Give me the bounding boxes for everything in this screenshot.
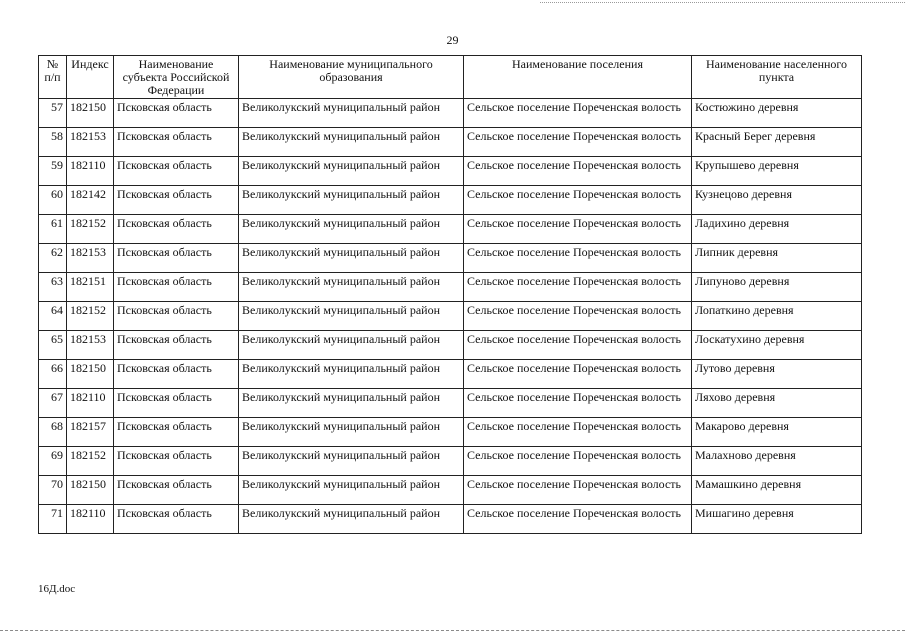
table-body xyxy=(39,99,862,534)
cell-number: 58 xyxy=(39,128,67,157)
cell-municipality: Великолукский муниципальный район xyxy=(239,215,464,244)
cell-index: 182142 xyxy=(67,186,114,215)
cell-settlement: Сельское поселение Пореченская волость xyxy=(464,331,692,360)
table-row xyxy=(39,389,862,418)
cell-locality: Макарово деревня xyxy=(692,418,862,447)
cell-settlement: Сельское поселение Пореченская волость xyxy=(464,476,692,505)
table-row xyxy=(39,215,862,244)
cell-subject: Псковская область xyxy=(114,447,239,476)
cell-index: 182152 xyxy=(67,215,114,244)
cell-number: 69 xyxy=(39,447,67,476)
cell-index: 182153 xyxy=(67,244,114,273)
cell-subject: Псковская область xyxy=(114,244,239,273)
cell-index: 182110 xyxy=(67,157,114,186)
cell-locality: Крупышево деревня xyxy=(692,157,862,186)
cell-settlement: Сельское поселение Пореченская волость xyxy=(464,302,692,331)
cell-locality: Кузнецово деревня xyxy=(692,186,862,215)
cell-index: 182110 xyxy=(67,389,114,418)
cell-number: 62 xyxy=(39,244,67,273)
cell-locality: Малахново деревня xyxy=(692,447,862,476)
cell-subject: Псковская область xyxy=(114,273,239,302)
cell-settlement: Сельское поселение Пореченская волость xyxy=(464,418,692,447)
cell-number: 60 xyxy=(39,186,67,215)
cell-number: 71 xyxy=(39,505,67,534)
table-header xyxy=(39,56,862,99)
cell-subject: Псковская область xyxy=(114,331,239,360)
cell-settlement: Сельское поселение Пореченская волость xyxy=(464,273,692,302)
cell-number: 59 xyxy=(39,157,67,186)
page-number: 29 xyxy=(446,33,459,47)
header-settlement: Наименование поселения xyxy=(464,56,692,99)
cell-settlement: Сельское поселение Пореченская волость xyxy=(464,128,692,157)
cell-municipality: Великолукский муниципальный район xyxy=(239,331,464,360)
header-locality: Наименование населенного пункта xyxy=(692,56,862,99)
table-row xyxy=(39,244,862,273)
cell-subject: Псковская область xyxy=(114,389,239,418)
file-name-footer: 16Д.doc xyxy=(38,583,76,595)
cell-locality: Лоскатухино деревня xyxy=(692,331,862,360)
cell-index: 182110 xyxy=(67,505,114,534)
cell-number: 66 xyxy=(39,360,67,389)
cell-municipality: Великолукский муниципальный район xyxy=(239,418,464,447)
cell-settlement: Сельское поселение Пореченская волость xyxy=(464,447,692,476)
cell-settlement: Сельское поселение Пореченская волость xyxy=(464,157,692,186)
header-index: Индекс xyxy=(67,56,114,99)
cell-municipality: Великолукский муниципальный район xyxy=(239,273,464,302)
cell-municipality: Великолукский муниципальный район xyxy=(239,476,464,505)
header-subject: Наименование субъекта Российской Федерации xyxy=(114,56,239,99)
table-row xyxy=(39,128,862,157)
cell-settlement: Сельское поселение Пореченская волость xyxy=(464,215,692,244)
cell-locality: Лопаткино деревня xyxy=(692,302,862,331)
cell-subject: Псковская область xyxy=(114,157,239,186)
cell-index: 182152 xyxy=(67,302,114,331)
cell-index: 182150 xyxy=(67,476,114,505)
table-row xyxy=(39,186,862,215)
table-row xyxy=(39,331,862,360)
cell-index: 182152 xyxy=(67,447,114,476)
cell-settlement: Сельское поселение Пореченская волость xyxy=(464,186,692,215)
cell-municipality: Великолукский муниципальный район xyxy=(239,302,464,331)
table-row xyxy=(39,447,862,476)
cell-settlement: Сельское поселение Пореченская волость xyxy=(464,360,692,389)
table-row xyxy=(39,360,862,389)
cell-locality: Ладихино деревня xyxy=(692,215,862,244)
table-row xyxy=(39,476,862,505)
scan-edge-top xyxy=(540,2,905,3)
table-row xyxy=(39,157,862,186)
cell-settlement: Сельское поселение Пореченская волость xyxy=(464,244,692,273)
cell-subject: Псковская область xyxy=(114,476,239,505)
header-municipality: Наименование муниципального образования xyxy=(239,56,464,99)
cell-settlement: Сельское поселение Пореченская волость xyxy=(464,99,692,128)
cell-settlement: Сельское поселение Пореченская волость xyxy=(464,505,692,534)
cell-municipality: Великолукский муниципальный район xyxy=(239,505,464,534)
cell-municipality: Великолукский муниципальный район xyxy=(239,447,464,476)
cell-subject: Псковская область xyxy=(114,215,239,244)
cell-index: 182151 xyxy=(67,273,114,302)
table-row xyxy=(39,273,862,302)
cell-locality: Мишагино деревня xyxy=(692,505,862,534)
cell-number: 67 xyxy=(39,389,67,418)
cell-municipality: Великолукский муниципальный район xyxy=(239,157,464,186)
cell-index: 182157 xyxy=(67,418,114,447)
cell-locality: Костюжино деревня xyxy=(692,99,862,128)
cell-number: 57 xyxy=(39,99,67,128)
table-row xyxy=(39,505,862,534)
cell-subject: Псковская область xyxy=(114,128,239,157)
cell-number: 64 xyxy=(39,302,67,331)
cell-municipality: Великолукский муниципальный район xyxy=(239,389,464,418)
cell-municipality: Великолукский муниципальный район xyxy=(239,186,464,215)
cell-number: 61 xyxy=(39,215,67,244)
cell-subject: Псковская область xyxy=(114,186,239,215)
cell-municipality: Великолукский муниципальный район xyxy=(239,128,464,157)
cell-locality: Ляхово деревня xyxy=(692,389,862,418)
scan-edge-bottom xyxy=(0,630,905,631)
cell-municipality: Великолукский муниципальный район xyxy=(239,99,464,128)
cell-locality: Мамашкино деревня xyxy=(692,476,862,505)
cell-locality: Липник деревня xyxy=(692,244,862,273)
cell-municipality: Великолукский муниципальный район xyxy=(239,244,464,273)
table-row xyxy=(39,99,862,128)
cell-number: 68 xyxy=(39,418,67,447)
cell-index: 182150 xyxy=(67,99,114,128)
header-row xyxy=(39,56,862,99)
cell-index: 182153 xyxy=(67,331,114,360)
cell-number: 63 xyxy=(39,273,67,302)
cell-locality: Лутово деревня xyxy=(692,360,862,389)
header-number: № п/п xyxy=(39,56,67,99)
cell-index: 182153 xyxy=(67,128,114,157)
cell-subject: Псковская область xyxy=(114,418,239,447)
cell-subject: Псковская область xyxy=(114,505,239,534)
cell-locality: Липуново деревня xyxy=(692,273,862,302)
cell-subject: Псковская область xyxy=(114,360,239,389)
table-row xyxy=(39,418,862,447)
cell-subject: Псковская область xyxy=(114,302,239,331)
cell-municipality: Великолукский муниципальный район xyxy=(239,360,464,389)
table-row xyxy=(39,302,862,331)
cell-subject: Псковская область xyxy=(114,99,239,128)
settlements-table xyxy=(38,55,862,534)
cell-locality: Красный Берег деревня xyxy=(692,128,862,157)
cell-number: 65 xyxy=(39,331,67,360)
cell-index: 182150 xyxy=(67,360,114,389)
cell-settlement: Сельское поселение Пореченская волость xyxy=(464,389,692,418)
cell-number: 70 xyxy=(39,476,67,505)
